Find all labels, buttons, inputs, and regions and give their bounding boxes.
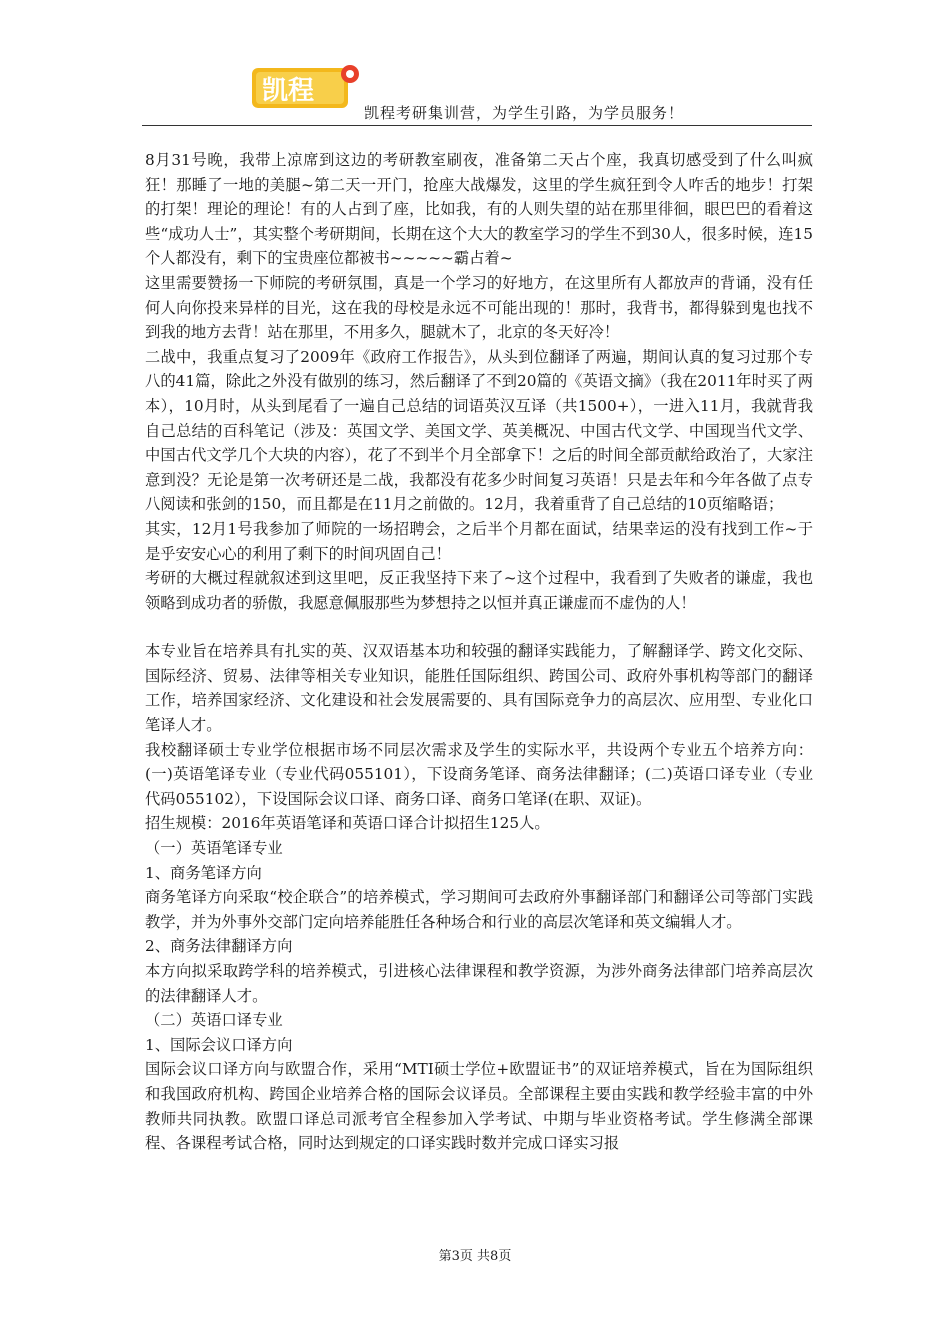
section-heading: （二）英语口译专业: [145, 1011, 283, 1030]
subsection-heading: 1、商务笔译方向: [145, 863, 262, 882]
subsection-heading: 1、国际会议口译方向: [145, 1035, 293, 1054]
document-body: [145, 148, 813, 1156]
section-heading: （一）英语笔译专业: [145, 839, 283, 858]
paragraph: 国际会议口译方向与欧盟合作，采用“MTI硕士学位+欧盟证书”的双证培养模式，旨在为国际组织和我国政府机构、跨国企业培养合格的国际会议译员。全部课程主要由实践和教学经验丰富的中外教师共同执教。欧盟口译总司派考官全程参加入学考试、中期与毕业资格考试。学生修满全部课程、各课程考试合格，同时达到规定的口译实践时数并完成口译实习报: [145, 1060, 813, 1153]
paragraph: 商务笔译方向采取“校企联合”的培养模式，学习期间可去政府外事翻译部门和翻译公司等部门实践教学，并为外事外交部门定向培养能胜任各种场合和行业的高层次笔译和英文编辑人才。: [145, 888, 813, 931]
paragraph: 8月31号晚，我带上凉席到这边的考研教室刷夜，准备第二天占个座，我真切感受到了什么叫疯狂！那睡了一地的美腿~第二天一开门，抢座大战爆发，这里的学生疯狂到令人咋舌的地步！打架的打架！理论的理论！有的人占到了座，比如我，有的人则失望的站在那里徘徊，眼巴巴的看着这些“成功人士”，其实整个考研期间，长期在这个大大的教室学习的学生不到30人，很多时候，连15个人都没有，剩下的宝贵座位都被书~~~~~霸占着~: [145, 151, 813, 268]
logo-text: 凯程: [262, 76, 315, 106]
page-number: 第3页 共8页: [438, 1249, 512, 1264]
blank-line: [145, 615, 813, 639]
paragraph: 这里需要赞扬一下师院的考研氛围，真是一个学习的好地方，在这里所有人都放声的背诵，没有任何人向你投来异样的目光，这在我的母校是永远不可能出现的！那时，我背书，都得躲到鬼也找不到我的地方去背！站在那里，不用多久，腿就木了，北京的冬天好冷！: [145, 273, 813, 342]
paragraph: 考研的大概过程就叙述到这里吧，反正我坚持下来了~这个过程中，我看到了失败者的谦虚，我也领略到成功者的骄傲，我愿意佩服那些为梦想持之以恒并真正谦虚而不虚伪的人！: [145, 569, 813, 612]
header-slogan: 凯程考研集训营，为学生引路，为学员服务！: [364, 104, 685, 122]
paragraph: 本方向拟采取跨学科的培养模式，引进核心法律课程和教学资源，为涉外商务法律部门培养高层次的法律翻译人才。: [145, 962, 813, 1005]
paragraph: 我校翻译硕士专业学位根据市场不同层次需求及学生的实际水平，共设两个专业五个培养方向：(一)英语笔译专业（专业代码055101），下设商务笔译、商务法律翻译；(二)英语口译专业（专业代码055102），下设国际会议口译、商务口译、商务口笔译(在职、双证)。: [145, 740, 813, 808]
paragraph: 其实，12月1号我参加了师院的一场招聘会，之后半个月都在面试，结果幸运的没有找到工作~于是乎安安心心的利用了剩下的时间巩固自己！: [145, 519, 813, 563]
page-header: [142, 62, 812, 126]
paragraph: 本专业旨在培养具有扎实的英、汉双语基本功和较强的翻译实践能力，了解翻译学、跨文化交际、国际经济、贸易、法律等相关专业知识，能胜任国际组织、跨国公司、政府外事机构等部门的翻译工作，培养国家经济、文化建设和社会发展需要的、具有国际竞争力的高层次、应用型、专业化口笔译人才。: [145, 642, 813, 735]
subsection-heading: 2、商务法律翻译方向: [145, 937, 293, 956]
kaicheng-logo: [250, 62, 370, 116]
paragraph: 招生规模：2016年英语笔译和英语口译合计拟招生125人。: [145, 814, 550, 833]
paragraph: 二战中，我重点复习了2009年《政府工作报告》，从头到位翻译了两遍，期间认真的复习过那个专八的41篇，除此之外没有做别的练习，然后翻译了不到20篇的《英语文摘》（我在2011年时买了两本），10月时，从头到尾看了一遍自己总结的词语英汉互译（共1500+），一进入11月，我就背我自己总结的百科笔记（涉及：英国文学、美国文学、英美概况、中国古代文学、中国现当代文学、中国古代文学几个大块的内容），花了不到半个月全部拿下！之后的时间全部贡献给政治了，大家注意到没？无论是第一次考研还是二战，我都没有花多少时间复习英语！只是去年和今年各做了点专八阅读和张剑的150，而且都是在11月之前做的。12月，我着重背了自己总结的10页缩略语；: [145, 347, 813, 514]
